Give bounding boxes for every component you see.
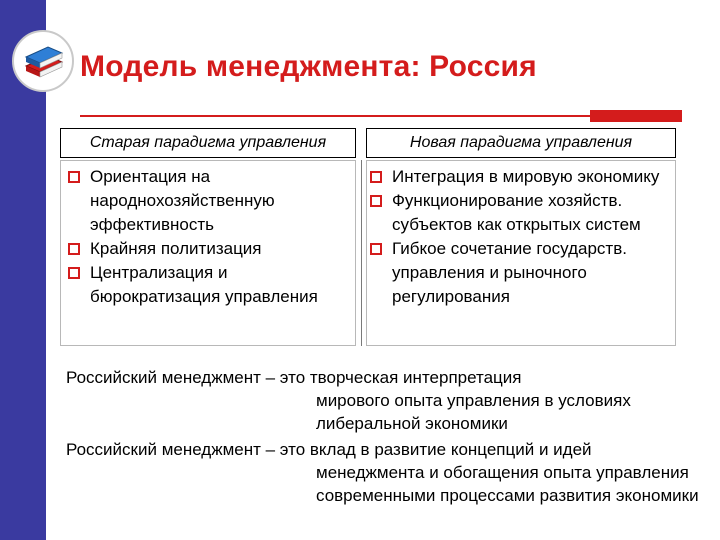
checkbox-bullet-icon [68, 267, 80, 279]
list-item: Централизация и бюрократизация управления [68, 261, 353, 309]
list-item: Функционирование хозяйств. субъектов как открытых систем [370, 189, 675, 237]
new-paradigm-list [370, 165, 675, 309]
column-divider [361, 160, 362, 346]
checkbox-bullet-icon [68, 171, 80, 183]
list-item: Крайняя политизация [68, 237, 353, 261]
stacked-books-icon [18, 36, 68, 86]
title-underline [80, 115, 590, 117]
logo [12, 30, 74, 92]
definition-paragraph-2: Российский менеджмент – это вклад в развитие концепций и идей менеджмента и обогащения опыта управления современными процессами развития экономики [66, 440, 699, 505]
checkbox-bullet-icon [370, 243, 382, 255]
old-paradigm-list [68, 165, 353, 309]
slide-title: Модель менеджмента: Россия [80, 50, 537, 83]
new-paradigm-header: Новая парадигма управления [366, 128, 676, 158]
list-item: Интеграция в мировую экономику [370, 165, 675, 189]
checkbox-bullet-icon [370, 171, 382, 183]
list-item: Ориентация на народнохозяйственную эффективность [68, 165, 353, 237]
checkbox-bullet-icon [370, 195, 382, 207]
old-paradigm-header: Старая парадигма управления [60, 128, 356, 158]
list-item: Гибкое сочетание государств. управления и рыночного регулирования [370, 237, 675, 309]
checkbox-bullet-icon [68, 243, 80, 255]
definition-paragraph-1: Российский менеджмент – это творческая интерпретация мирового опыта управления в условиях либеральной экономики [66, 368, 631, 433]
title-underline-block [590, 110, 682, 122]
